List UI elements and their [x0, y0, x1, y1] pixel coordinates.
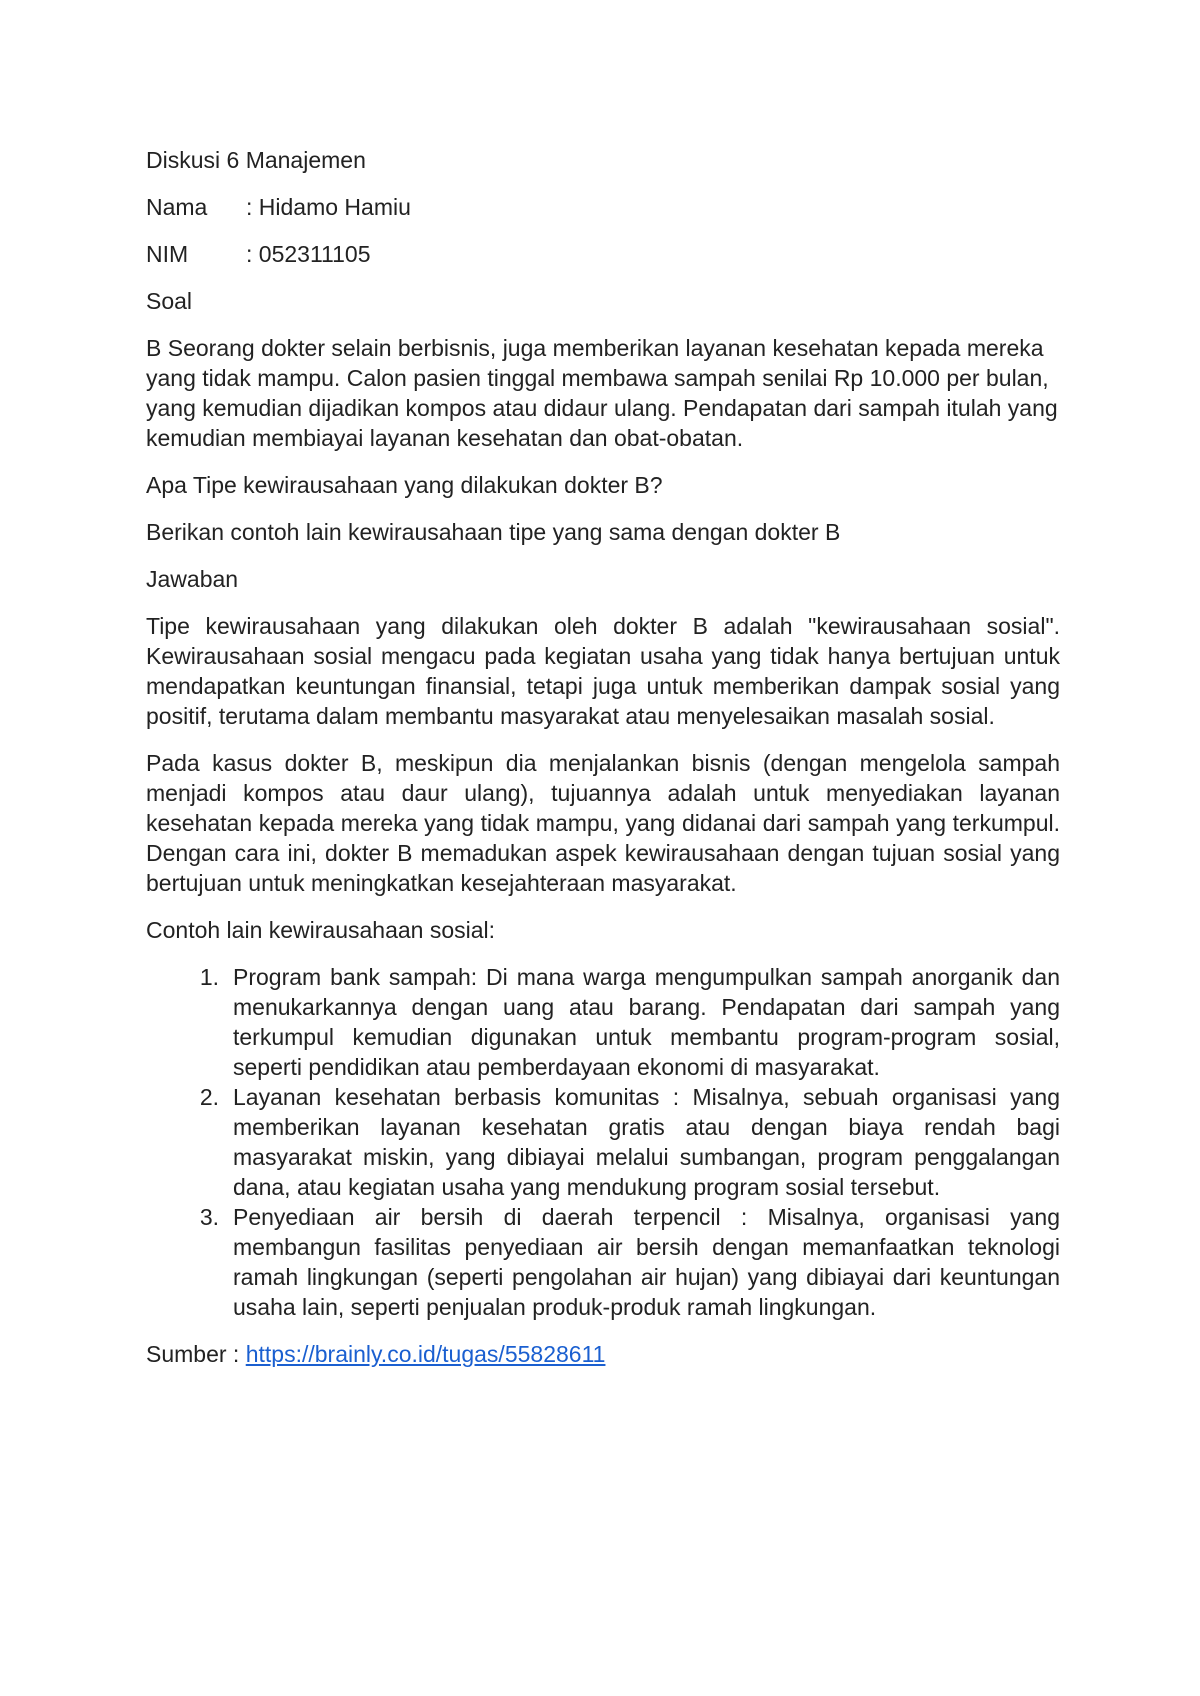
- list-item-text: Penyediaan air bersih di daerah terpencil : Misalnya, organisasi yang membangun fasilitas penyediaan air bersih dengan memanfaatkan teknologi ramah lingkungan (seperti pengolahan air hujan) yang dibiayai dari keuntungan usaha lain, seperti penjualan produk-produk ramah lingkungan.: [233, 1204, 1060, 1320]
- nim-value: : 052311105: [246, 241, 371, 267]
- source-line: [146, 1339, 1060, 1369]
- soal-heading: Soal: [146, 288, 193, 314]
- jawaban-heading: Jawaban: [146, 566, 239, 592]
- examples-heading: Contoh lain kewirausahaan sosial:: [146, 917, 496, 943]
- list-item: [146, 1082, 1060, 1202]
- examples-list: [146, 962, 1060, 1322]
- answer-paragraph-2: Pada kasus dokter B, meskipun dia menjalankan bisnis (dengan mengelola sampah menjadi kompos atau daur ulang), tujuannya adalah untuk menyediakan layanan kesehatan kepada mereka yang tidak mampu, yang didanai dari sampah yang terkumpul. Dengan cara ini, dokter B memadukan aspek kewirausahaan dengan tujuan sosial yang bertujuan untuk meningkatkan kesejahteraan masyarakat.: [146, 750, 1060, 896]
- document-page: [146, 145, 1060, 1369]
- document-title: Diskusi 6 Manajemen: [146, 147, 366, 173]
- list-item-text: Layanan kesehatan berbasis komunitas : Misalnya, sebuah organisasi yang memberikan layanan kesehatan gratis atau dengan biaya rendah bagi masyarakat miskin, yang dibiayai melalui sumbangan, program penggalangan dana, atau kegiatan usaha yang mendukung program sosial tersebut.: [233, 1084, 1060, 1200]
- list-item-number: 1.: [199, 964, 219, 990]
- nim-label: NIM: [146, 241, 189, 267]
- name-value: : Hidamo Hamiu: [246, 194, 411, 220]
- soal-text: B Seorang dokter selain berbisnis, juga memberikan layanan kesehatan kepada mereka yang tidak mampu. Calon pasien tinggal membawa sampah senilai Rp 10.000 per bulan, yang kemudian dijadikan kompos atau didaur ulang. Pendapatan dari sampah itulah yang kemudian membiayai layanan kesehatan dan obat-obatan.: [146, 335, 1058, 451]
- list-item: [146, 1202, 1060, 1322]
- answer-paragraph-1: Tipe kewirausahaan yang dilakukan oleh dokter B adalah "kewirausahaan sosial". Kewirausahaan sosial mengacu pada kegiatan usaha yang tidak hanya bertujuan untuk mendapatkan keuntungan finansial, tetapi juga untuk memberikan dampak sosial yang positif, terutama dalam membantu masyarakat atau menyelesaikan masalah sosial.: [146, 613, 1060, 729]
- nim-row: [146, 239, 1060, 269]
- question-1: Apa Tipe kewirausahaan yang dilakukan dokter B?: [146, 472, 663, 498]
- list-item: [146, 962, 1060, 1082]
- question-2: Berikan contoh lain kewirausahaan tipe yang sama dengan dokter B: [146, 519, 841, 545]
- list-item-number: 3.: [199, 1204, 219, 1230]
- name-row: [146, 192, 1060, 222]
- source-label: Sumber :: [146, 1341, 246, 1367]
- source-link[interactable]: https://brainly.co.id/tugas/55828611: [245, 1341, 606, 1367]
- list-item-text: Program bank sampah: Di mana warga mengumpulkan sampah anorganik dan menukarkannya dengan uang atau barang. Pendapatan dari sampah yang terkumpul kemudian digunakan untuk membantu program-program sosial, seperti pendidikan atau pemberdayaan ekonomi di masyarakat.: [233, 964, 1060, 1080]
- name-label: Nama: [146, 194, 208, 220]
- list-item-number: 2.: [199, 1084, 219, 1110]
